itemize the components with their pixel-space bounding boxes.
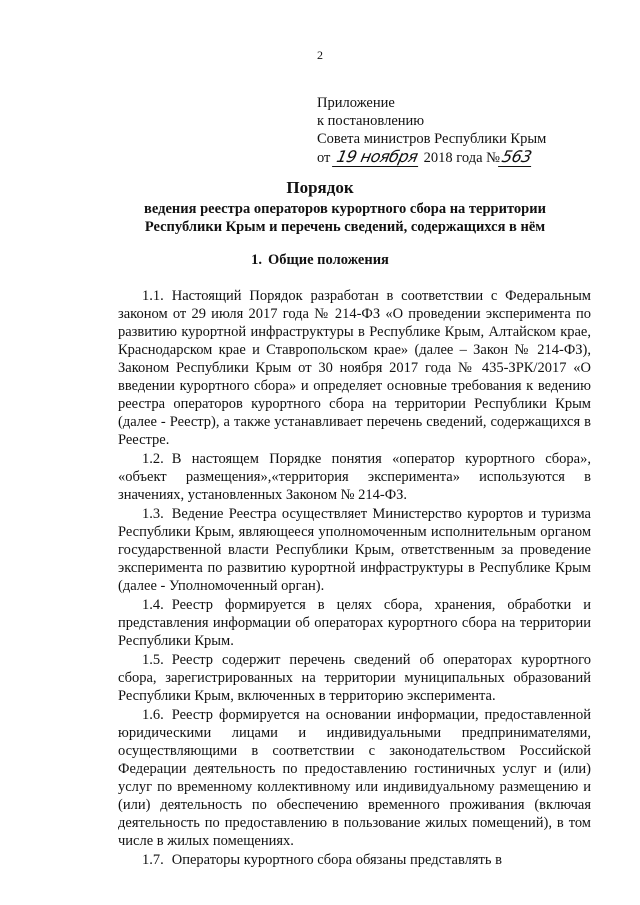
handwritten-date: 19 ноября: [332, 148, 422, 167]
section-heading: [0, 252, 640, 269]
paragraph-number: 1.6.: [142, 707, 164, 723]
paragraph: [118, 651, 591, 705]
document-title: Порядок: [286, 178, 354, 197]
paragraph: [118, 706, 591, 850]
handwritten-number: 563: [498, 148, 535, 167]
paragraph-text: Настоящий Порядок разработан в соответствии с Федеральным законом от 29 июля 2017 года № 214-ФЗ «О проведении эксперимента по развитию курортной инфраструктуры в Республике Крым, Алтайском крае, Краснодарском крае и Ставропольском крае» (далее – Закон № 214-ФЗ), Законом Республики Крым от 30 ноября 2017 года № 435-ЗРК/2017 «О введении курортного сбора» и определяет основные требования к ведению реестра операторов курортного сбора на территории Республики Крым (далее - Реестр), а также устанавливает перечень сведений, содержащихся в Реестре.: [118, 288, 591, 448]
subtitle-line-2: Республики Крым и перечень сведений, содержащихся в нём: [144, 219, 546, 235]
appendix-date-line: [317, 148, 617, 167]
paragraph-number: 1.7.: [142, 852, 164, 868]
paragraph: [118, 505, 591, 595]
section-title: Общие положения: [267, 252, 389, 268]
appendix-from: от: [317, 150, 331, 166]
paragraph-text: Реестр формируется в целях сбора, хранения, обработки и представления информации об операторах курортного сбора на территории Республики Крым.: [118, 597, 591, 649]
paragraph-number: 1.2.: [142, 451, 164, 467]
paragraph-number: 1.5.: [142, 652, 164, 668]
document-body: [118, 287, 591, 870]
paragraph-text: Реестр формируется на основании информации, предоставленной юридическими лицами и индивидуальными предпринимателями, осуществляющими в соответствии с законодательством Российской Федерации деятельность по предоставлению гостиничных услуг и (или) услуг по временному коллективному или индивидуальному размещению и (или) деятельность по обеспечению временного проживания (включая деятельность по предоставлению в пользование жилых помещений), в том числе в жилых помещениях.: [118, 707, 591, 849]
paragraph: [118, 596, 591, 650]
paragraph: [118, 851, 591, 869]
appendix-line-2: к постановлению: [317, 113, 425, 129]
paragraph-number: 1.3.: [142, 506, 164, 522]
document-subtitle: [110, 200, 580, 236]
paragraph-text: Реестр содержит перечень сведений об операторах курортного сбора, зарегистрированных на территории муниципальных образований Республики Крым, включенных в территорию эксперимента.: [118, 652, 591, 704]
page-number: 2: [317, 48, 323, 62]
appendix-year: 2018 года №: [423, 150, 500, 166]
paragraph-number: 1.1.: [142, 288, 164, 304]
paragraph-text: Операторы курортного сбора обязаны представлять в: [171, 852, 502, 868]
section-number: 1.: [251, 252, 262, 268]
paragraph-text: Ведение Реестра осуществляет Министерство курортов и туризма Республики Крым, являющееся уполномоченным исполнительным органом государственной власти Республики Крым, ответственным за проведение эксперимента по развитию курортной инфраструктуры в Республике Крым (далее - Уполномоченный орган).: [118, 506, 591, 594]
appendix-line-1: Приложение: [317, 95, 395, 111]
appendix-line-3: Совета министров Республики Крым: [317, 131, 547, 147]
paragraph: [118, 450, 591, 504]
appendix-block: [317, 94, 617, 167]
paragraph: [118, 287, 591, 449]
paragraph-number: 1.4.: [142, 597, 164, 613]
subtitle-line-1: ведения реестра операторов курортного сбора на территории: [144, 201, 546, 217]
paragraph-text: В настоящем Порядке понятия «оператор курортного сбора», «объект размещения»,«территория эксперимента» используются в значениях, установленных Законом № 214-ФЗ.: [118, 451, 591, 503]
